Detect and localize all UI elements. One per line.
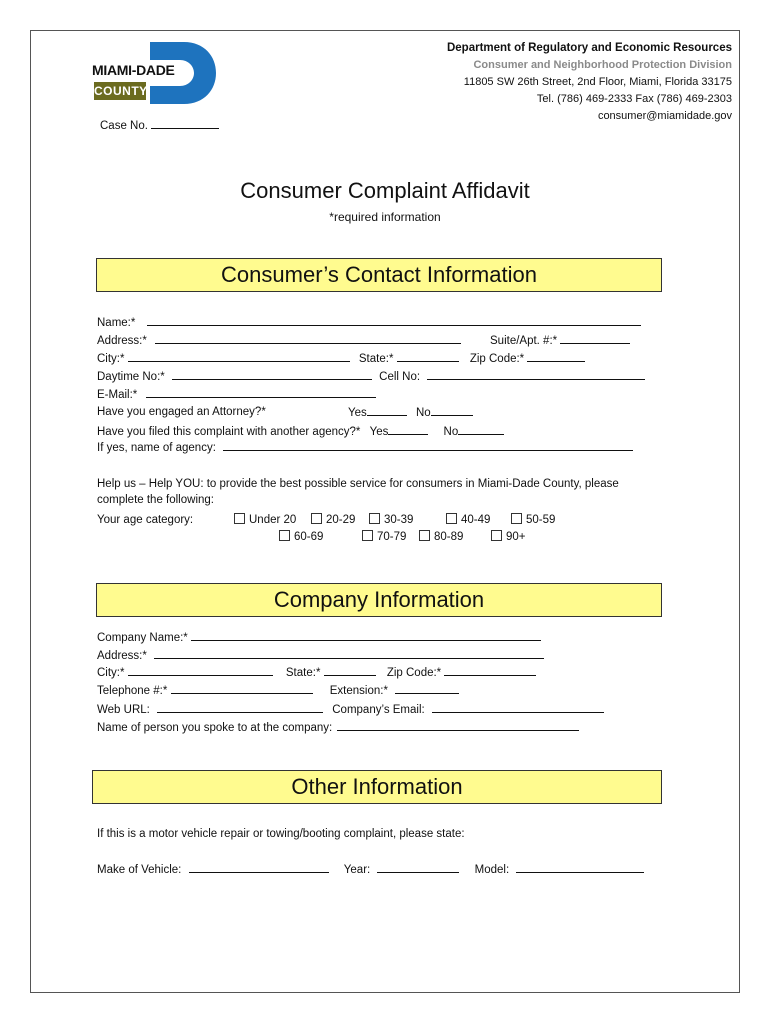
daytime-input[interactable] (172, 367, 372, 380)
division-name: Consumer and Neighborhood Protection Division (473, 59, 732, 71)
help-text-line-1: Help us – Help YOU: to provide the best possible service for consumers in Miami-Dade County, please (97, 478, 619, 490)
agency-name-row (97, 438, 633, 457)
checkbox-icon[interactable] (234, 513, 245, 524)
department-name: Department of Regulatory and Economic Resources (446, 42, 732, 54)
company-email-input[interactable] (432, 700, 604, 713)
company-section-banner (96, 583, 662, 617)
age-option-label: 50-59 (526, 514, 556, 526)
other-section-title: Other Information (291, 774, 463, 799)
state-label: State:* (358, 353, 394, 365)
company-zip-label: Zip Code:* (386, 667, 442, 679)
form-subtitle: *required information (329, 210, 441, 224)
company-person-input[interactable] (337, 718, 579, 731)
checkbox-icon[interactable] (362, 530, 373, 541)
suite-label: Suite/Apt. #:* (490, 335, 558, 347)
zip-label: Zip Code:* (469, 353, 525, 365)
company-section-title: Company Information (273, 587, 485, 612)
age-option-label: 90+ (506, 531, 526, 543)
miami-dade-logo (92, 42, 216, 104)
company-name-input[interactable] (191, 628, 541, 641)
office-address: 11805 SW 26th Street, 2nd Floor, Miami, Florida 33175 (463, 76, 732, 88)
case-number-label: Case No. (100, 120, 148, 132)
suite-input[interactable] (560, 331, 630, 344)
checkbox-icon[interactable] (279, 530, 290, 541)
attorney-no-input[interactable] (431, 403, 473, 416)
daytime-label: Daytime No:* (97, 371, 165, 383)
age-option-60-69[interactable] (279, 528, 323, 546)
company-telephone-label: Telephone #:* (97, 685, 168, 697)
email-input[interactable] (146, 385, 376, 398)
other-section-banner (92, 770, 662, 804)
checkbox-icon[interactable] (419, 530, 430, 541)
zip-input[interactable] (527, 349, 585, 362)
company-phone-row (97, 681, 459, 700)
attorney-question: Have you engaged an Attorney?* (97, 406, 266, 418)
attorney-yes-input[interactable] (367, 403, 407, 416)
age-option-label: 20-29 (326, 514, 356, 526)
logo-text-top: MIAMI-DADE (92, 62, 175, 78)
form-title: Consumer Complaint Affidavit (240, 178, 530, 203)
company-state-input[interactable] (324, 663, 376, 676)
logo-text-bottom: COUNTY (94, 84, 148, 98)
age-option-90-plus[interactable] (491, 528, 526, 546)
vehicle-row (97, 860, 644, 879)
attorney-no-label: No (415, 407, 431, 419)
cell-input[interactable] (427, 367, 645, 380)
city-input[interactable] (128, 349, 350, 362)
consumer-section-title: Consumer’s Contact Information (221, 262, 537, 287)
age-option-under-20[interactable] (234, 511, 296, 529)
age-option-label: Under 20 (249, 514, 297, 526)
company-web-label: Web URL: (97, 704, 150, 716)
checkbox-icon[interactable] (369, 513, 380, 524)
company-address-input[interactable] (154, 646, 544, 659)
consumer-section-banner (96, 258, 662, 292)
company-city-row (97, 663, 536, 682)
name-label: Name:* (97, 317, 136, 329)
attorney-yes-label: Yes (348, 407, 367, 419)
company-name-row (97, 628, 541, 647)
attorney-row (97, 403, 266, 421)
age-option-label: 30-39 (384, 514, 414, 526)
company-state-label: State:* (285, 667, 321, 679)
checkbox-icon[interactable] (511, 513, 522, 524)
company-extension-label: Extension:* (329, 685, 388, 697)
company-person-row (97, 718, 579, 737)
header-block (447, 40, 732, 125)
company-extension-input[interactable] (395, 681, 459, 694)
company-city-input[interactable] (128, 663, 273, 676)
age-category-label: Your age category: (97, 514, 194, 526)
agency-no-label: No (443, 426, 459, 438)
age-option-label: 40-49 (461, 514, 491, 526)
agency-no-input[interactable] (458, 422, 504, 435)
company-telephone-input[interactable] (171, 681, 313, 694)
case-number-row (100, 116, 219, 135)
company-name-label: Company Name:* (97, 632, 188, 644)
office-phone: Tel. (786) 469-2333 Fax (786) 469-2303 (536, 93, 732, 105)
checkbox-icon[interactable] (311, 513, 322, 524)
office-email: consumer@miamidade.gov (597, 110, 732, 122)
consumer-phone-row (97, 367, 645, 386)
age-option-label: 60-69 (294, 531, 324, 543)
city-label: City:* (97, 353, 125, 365)
address-input[interactable] (155, 331, 461, 344)
age-option-20-29[interactable] (311, 511, 355, 529)
company-city-label: City:* (97, 667, 125, 679)
age-option-70-79[interactable] (362, 528, 406, 546)
consumer-city-row (97, 349, 585, 368)
cell-label: Cell No: (379, 371, 421, 383)
company-web-row (97, 700, 604, 719)
vehicle-make-input[interactable] (189, 860, 329, 873)
vehicle-make-label: Make of Vehicle: (97, 864, 182, 876)
age-option-50-59[interactable] (511, 511, 555, 529)
vehicle-model-label: Model: (474, 864, 510, 876)
age-option-30-39[interactable] (369, 511, 413, 529)
company-zip-input[interactable] (444, 663, 536, 676)
age-option-40-49[interactable] (446, 511, 490, 529)
suite-row (490, 331, 630, 350)
consumer-name-row (97, 313, 641, 332)
agency-question: Have you filed this complaint with another agency?* (97, 426, 361, 438)
case-number-input[interactable] (151, 116, 219, 129)
company-web-input[interactable] (157, 700, 323, 713)
name-input[interactable] (147, 313, 641, 326)
agency-name-input[interactable] (223, 438, 633, 451)
consumer-email-row (97, 385, 376, 404)
checkbox-icon[interactable] (491, 530, 502, 541)
agency-yes-input[interactable] (388, 422, 428, 435)
consumer-address-row (97, 331, 461, 350)
state-input[interactable] (397, 349, 459, 362)
vehicle-year-label: Year: (343, 864, 371, 876)
address-label: Address:* (97, 335, 147, 347)
vehicle-model-input[interactable] (516, 860, 644, 873)
other-instructions: If this is a motor vehicle repair or towing/booting complaint, please state: (97, 828, 465, 840)
help-text-line-2: complete the following: (97, 494, 214, 506)
age-option-label: 70-79 (377, 531, 407, 543)
age-option-80-89[interactable] (419, 528, 463, 546)
agency-yes-label: Yes (369, 426, 389, 438)
agency-name-label: If yes, name of agency: (97, 442, 216, 454)
company-address-label: Address:* (97, 650, 147, 662)
vehicle-year-input[interactable] (377, 860, 459, 873)
attorney-answer (348, 403, 473, 422)
email-label: E-Mail:* (97, 389, 138, 401)
company-person-label: Name of person you spoke to at the company: (97, 722, 333, 734)
company-email-label: Company’s Email: (332, 704, 425, 716)
age-option-label: 80-89 (434, 531, 464, 543)
checkbox-icon[interactable] (446, 513, 457, 524)
